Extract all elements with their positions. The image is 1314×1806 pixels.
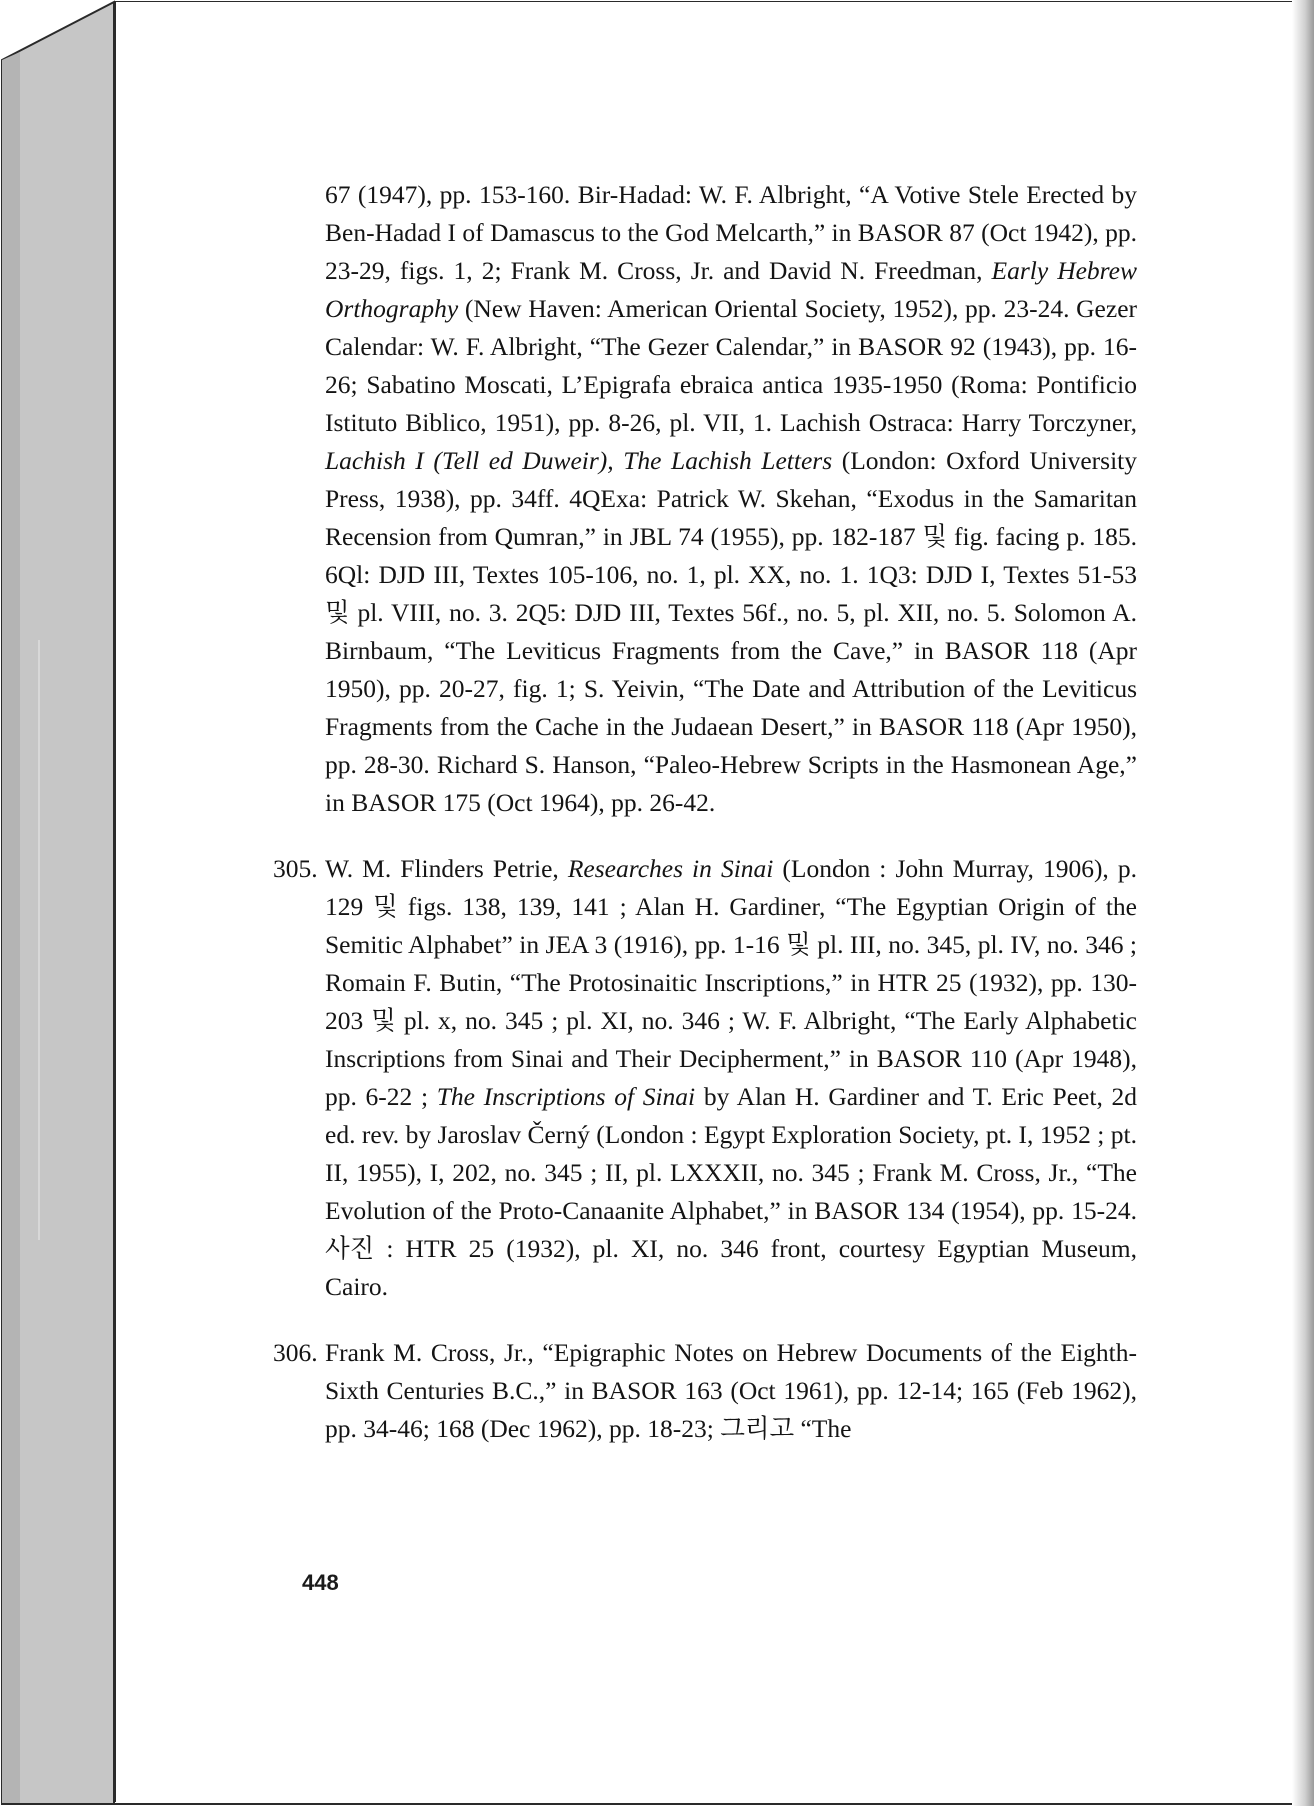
segment: W. M. Flinders Petrie,: [325, 854, 568, 883]
footnote-text-block: [273, 176, 1137, 1476]
footnote-body: [325, 1334, 1137, 1448]
segment-italic: Researches in Sinai: [567, 854, 774, 883]
segment: (London : John Murray, 1906), p. 129 및 figs. 138, 139, 141 ; Alan H. Gardiner, “The Egyptian Origin of the Semitic Alphabet” in JEA 3 (1916), pp. 1-16 및 pl. III, no. 345, pl. IV, no. 346 ; Romain F. Butin, “The Protosinaitic Inscriptions,” in HTR 25 (1932), pp. 130-203 및 pl. x, no. 345 ; pl. XI, no. 346 ; W. F. Albright, “The Early Alphabetic Inscriptions from Sinai and Their Decipherment,” in BASOR 110 (Apr 1948), pp. 6-22 ;: [325, 854, 1137, 1111]
page-edge-shadow: [1292, 0, 1314, 1806]
segment: by Alan H. Gardiner and T. Eric Peet, 2d ed. rev. by Jaroslav Černý (London : Egypt Exploration Society, pt. I, 1952 ; pt. II, 1955), I, 202, no. 345 ; II, pl. LXXXII, no. 345 ; Frank M. Cross, Jr., “The Evolution of the Proto-Canaanite Alphabet,” in BASOR 134 (1954), pp. 15-24. 사진 : HTR 25 (1932), pl. XI, no. 346 front, courtesy Egyptian Museum, Cairo.: [325, 1082, 1137, 1301]
page-number: 448: [302, 1570, 339, 1595]
segment: 67 (1947), pp. 153-160. Bir-Hadad: W. F. Albright, “A Votive Stele Erected by Ben-Hadad I of Damascus to the God Melcarth,” in BASOR 87 (Oct 1942), pp. 23-29, figs. 1, 2; Frank M. Cross, Jr. and David N. Freedman,: [325, 180, 1137, 285]
segment: (London: Oxford University Press, 1938), pp. 34ff. 4QExa: Patrick W. Skehan, “Exodus in the Samaritan Recension from Qumran,” in JBL 74 (1955), pp. 182-187 및 fig. facing p. 185. 6Ql: DJD III, Textes 105-106, no. 1, pl. XX, no. 1. 1Q3: DJD I, Textes 51-53 및 pl. VIII, no. 3. 2Q5: DJD III, Textes 56f., no. 5, pl. XII, no. 5. Solomon A. Birnbaum, “The Leviticus Fragments from the Cave,” in BASOR 118 (Apr 1950), pp. 20-27, fig. 1; S. Yeivin, “The Date and Attribution of the Leviticus Fragments from the Cache in the Judaean Desert,” in BASOR 118 (Apr 1950), pp. 28-30. Richard S. Hanson, “Paleo-Hebrew Scripts in the Hasmonean Age,” in BASOR 175 (Oct 1964), pp. 26-42.: [325, 446, 1137, 817]
segment: (New Haven: American Oriental Society, 1952), pp. 23-24. Gezer Calendar: W. F. Albright, “The Gezer Calendar,” in BASOR 92 (1943), pp. 16-26; Sabatino Moscati, L’Epigrafa ebraica antica 1935-1950 (Roma: Pontificio Istituto Biblico, 1951), pp. 8-26, pl. VII, 1. Lachish Ostraca: Harry Torczyner,: [325, 294, 1137, 437]
footnote-number: 306.: [273, 1338, 318, 1367]
edge-mark: [38, 640, 40, 1240]
segment: Frank M. Cross, Jr., “Epigraphic Notes on Hebrew Documents of the Eighth-Sixth Centuries B.C.,” in BASOR 163 (Oct 1961), pp. 12-14; 165 (Feb 1962), pp. 34-46; 168 (Dec 1962), pp. 18-23; 그리고 “The: [325, 1338, 1137, 1443]
footnote-306: [273, 1334, 1137, 1448]
footnote-body: [325, 850, 1137, 1306]
segment-italic: Lachish I (Tell ed Duweir), The Lachish Letters: [325, 446, 833, 475]
footnote-number: 305.: [273, 854, 318, 883]
segment-italic: The Inscriptions of Sinai: [436, 1082, 696, 1111]
continued-footnote: [325, 176, 1137, 822]
segment-italic: Early Hebrew Orthography: [325, 256, 1137, 323]
footnote-305: [273, 850, 1137, 1306]
